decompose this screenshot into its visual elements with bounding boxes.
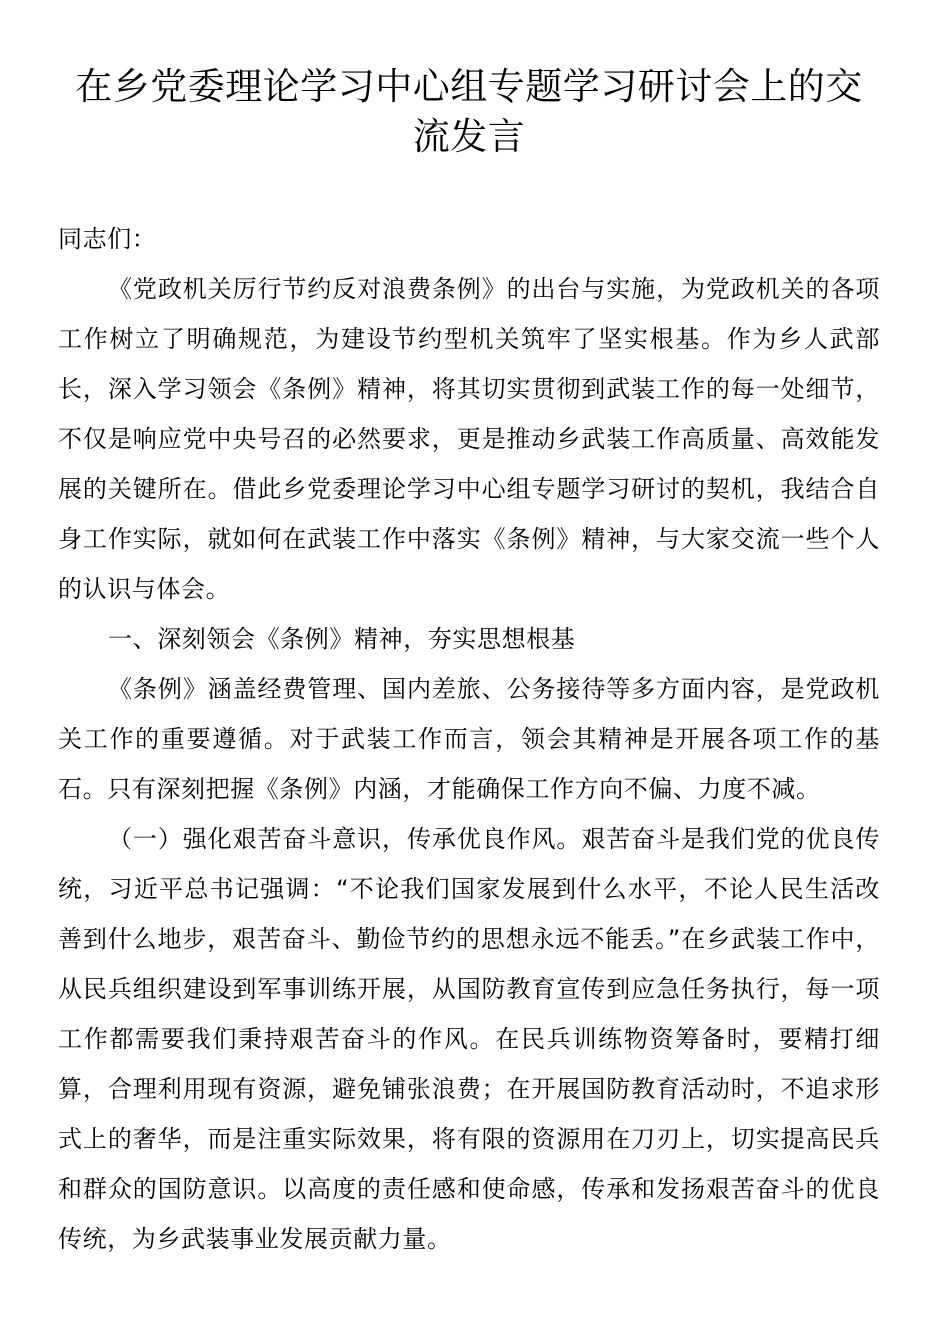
section-paragraph: 《条例》涵盖经费管理、国内差旅、公务接待等多方面内容，是党政机关工作的重要遵循。对于武装工作而言，领会其精神是开展各项工作的基石。只有深刻把握《条例》内涵，才能确保工作方向不偏、力度不减。: [58, 675, 880, 803]
intro-paragraph: 《党政机关厉行节约反对浪费条例》的出台与实施，为党政机关的各项工作树立了明确规范，为建设节约型机关筑牢了坚实根基。作为乡人武部长，深入学习领会《条例》精神，将其切实贯彻到武装工作的每一处细节，不仅是响应党中央号召的必然要求，更是推动乡武装工作高质量、高效能发展的关键所在。借此乡党委理论学习中心组专题学习研讨的契机，我结合自身工作实际，就如何在武装工作中落实《条例》精神，与大家交流一些个人的认识与体会。: [58, 275, 880, 603]
document-body: [58, 214, 880, 1264]
salutation: 同志们：: [58, 225, 157, 253]
document-title: 在乡党委理论学习中心组专题学习研讨会上的交流发言: [75, 65, 863, 158]
subsection-paragraph: （一）强化艰苦奋斗意识，传承优良作风。艰苦奋斗是我们党的优良传统，习近平总书记强调：“不论我们国家发展到什么水平，不论人民生活改善到什么地步，艰苦奋斗、勤俭节约的思想永远不能丢。”在乡武装工作中，从民兵组织建设到军事训练开展，从国防教育宣传到应急任务执行，每一项工作都需要我们秉持艰苦奋斗的作风。在民兵训练物资筹备时，要精打细算，合理利用现有资源，避免铺张浪费；在开展国防教育活动时，不追求形式上的奢华，而是注重实际效果，将有限的资源用在刀刃上，切实提高民兵和群众的国防意识。以高度的责任感和使命感，传承和发扬艰苦奋斗的优良传统，为乡武装事业发展贡献力量。: [58, 825, 880, 1253]
section-heading: 一、深刻领会《条例》精神，夯实思想根基: [108, 625, 576, 653]
document-page: [58, 62, 880, 1253]
